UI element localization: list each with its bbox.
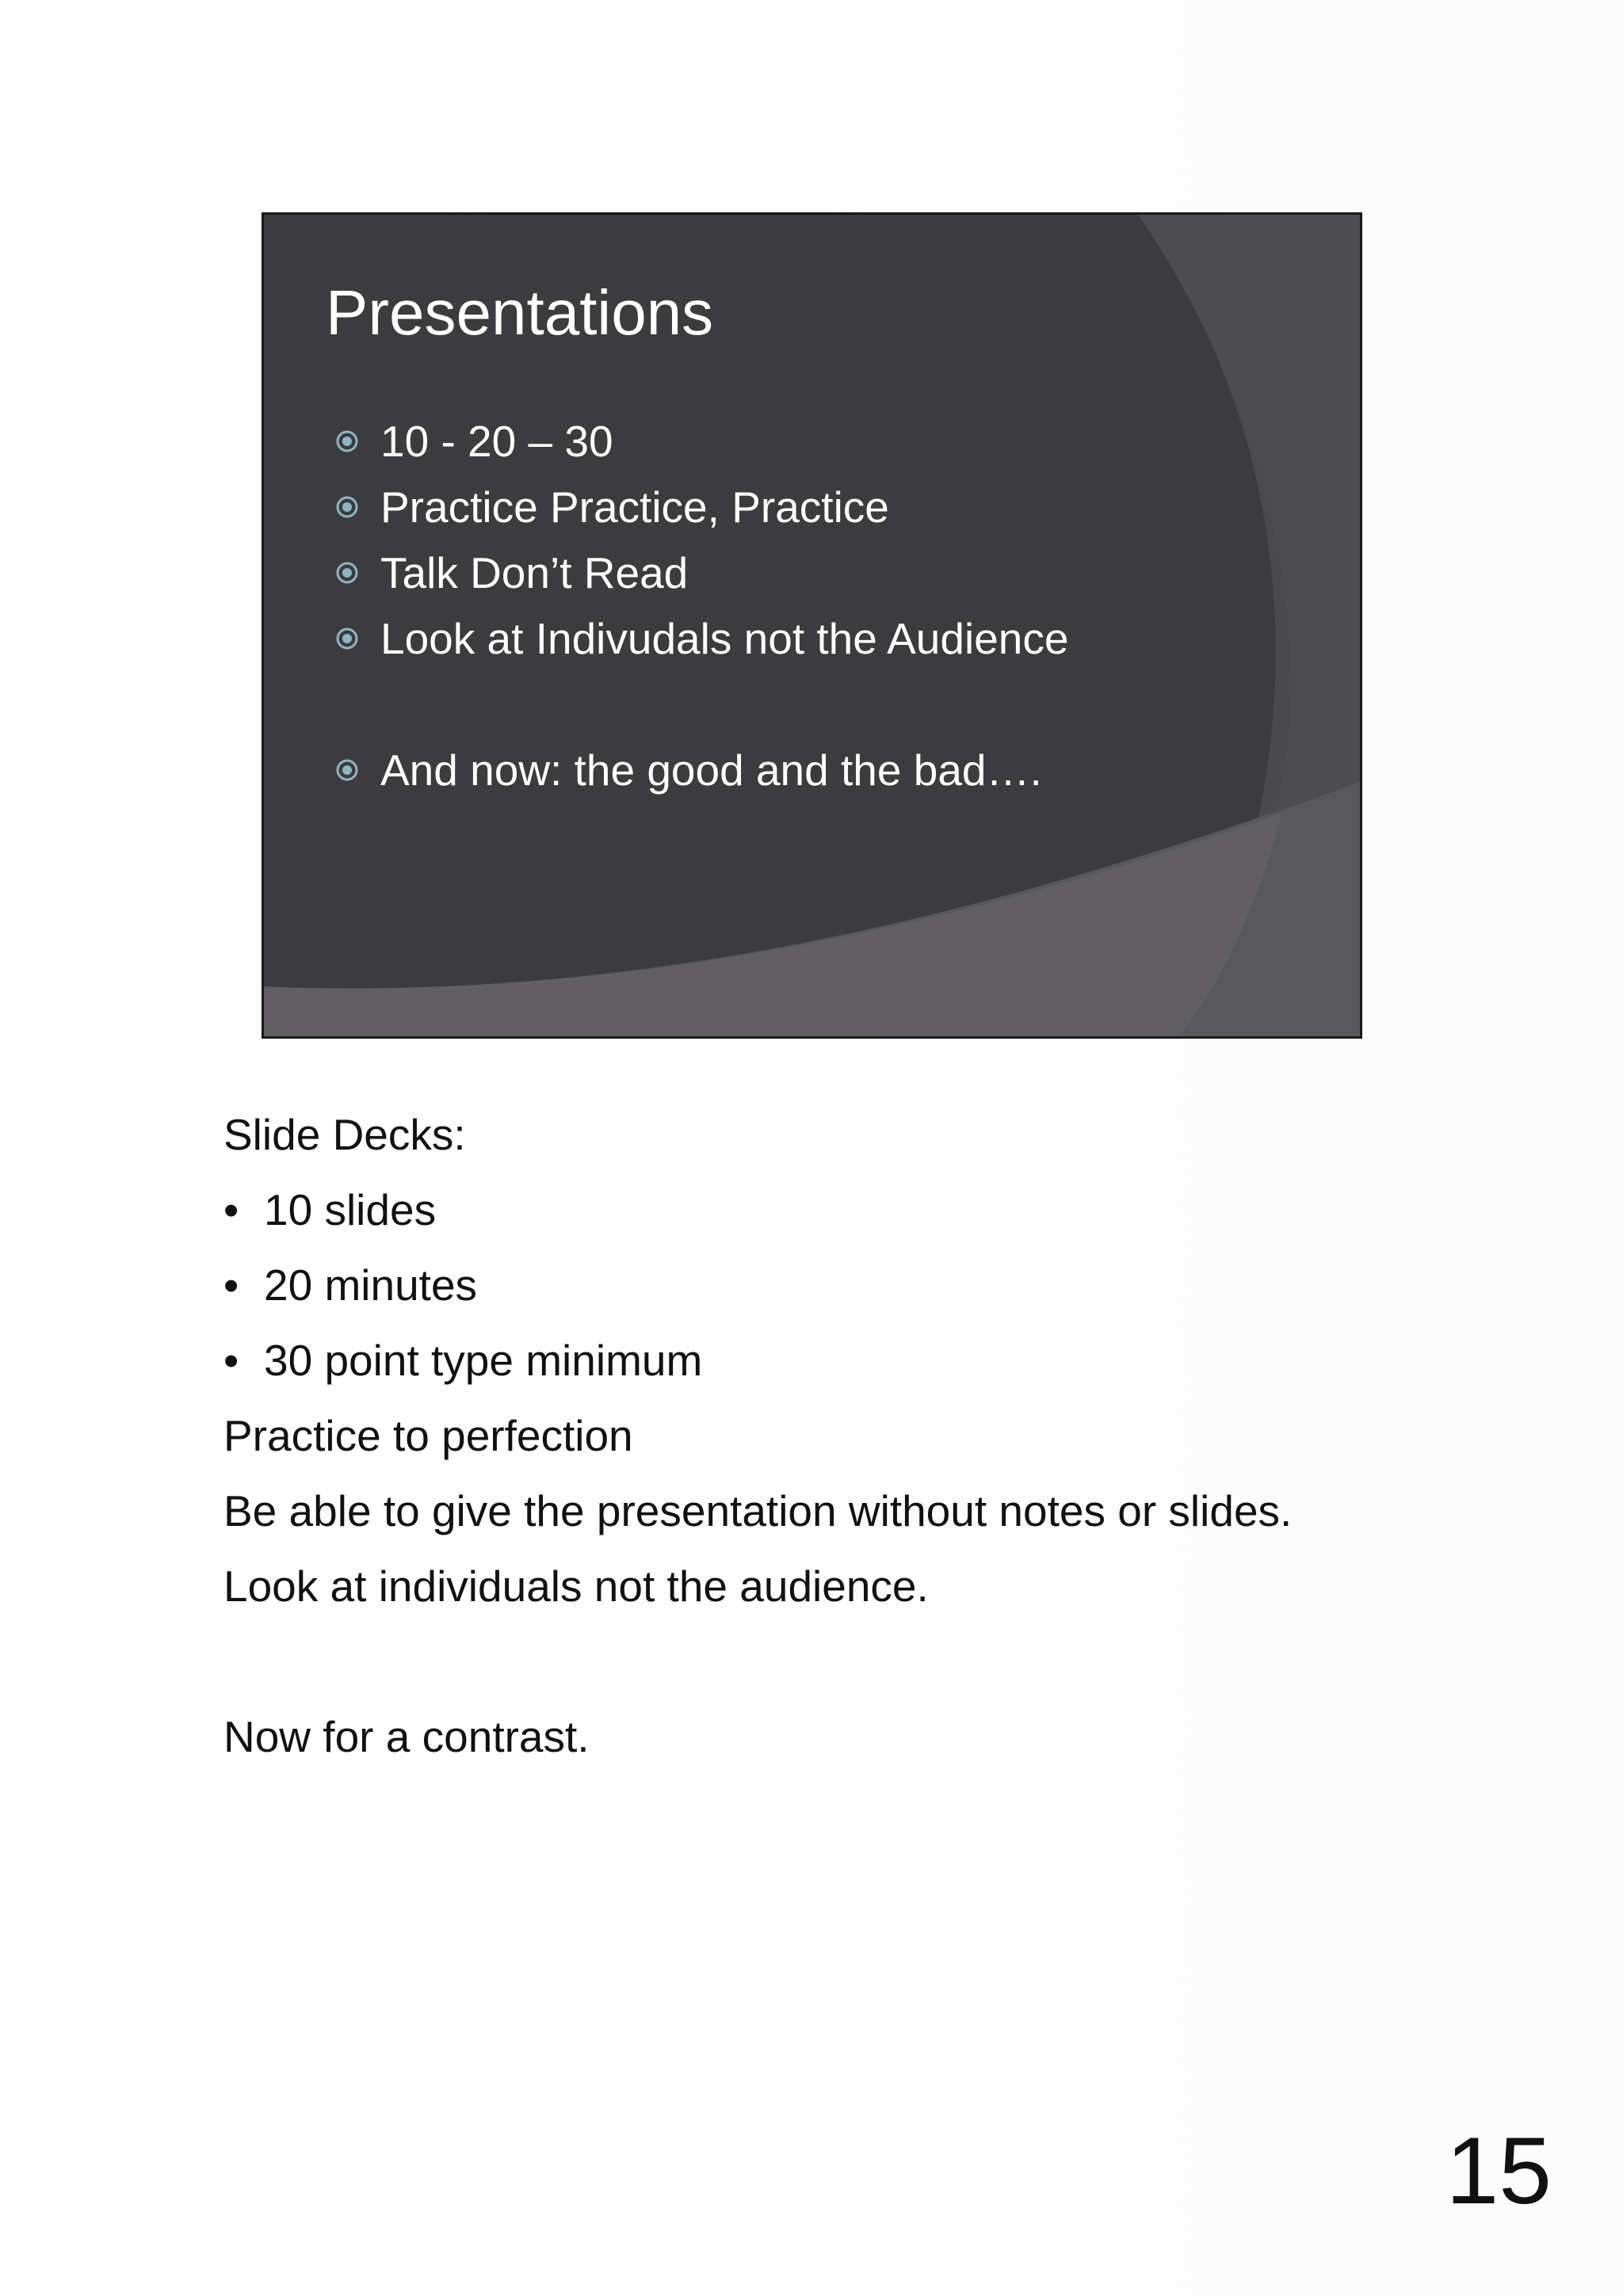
slide-thumbnail bbox=[262, 212, 1362, 1039]
notes-bullet-text: 30 point type minimum bbox=[264, 1336, 703, 1385]
bullet-dot-icon: • bbox=[223, 1336, 239, 1385]
slide-bullet-text: Talk Don’t Read bbox=[380, 548, 689, 597]
slide-bullet-text: Look at Indivudals not the Audience bbox=[380, 614, 1069, 663]
slide-bullet-list bbox=[335, 409, 1068, 803]
notes-line: Look at individuals not the audience. bbox=[223, 1562, 929, 1611]
notes-bullet-text: 10 slides bbox=[264, 1185, 437, 1234]
bullet-dot-icon: • bbox=[223, 1185, 239, 1234]
notes-heading: Slide Decks: bbox=[223, 1110, 466, 1159]
slide-bullet-item bbox=[335, 409, 1068, 475]
notes-line: Practice to perfection bbox=[223, 1411, 633, 1460]
notes-bullet-item bbox=[223, 1173, 1292, 1248]
notes-closing: Now for a contrast. bbox=[223, 1712, 590, 1761]
circle-bullet-icon bbox=[335, 429, 359, 453]
slide-title: Presentations bbox=[326, 277, 714, 348]
slide-bullet-item bbox=[335, 738, 1068, 803]
circle-bullet-icon bbox=[335, 561, 359, 585]
slide-bullet-item bbox=[335, 540, 1068, 606]
page-number: 15 bbox=[1445, 2118, 1552, 2224]
slide-bullet-text: Practice Practice, Practice bbox=[380, 482, 889, 532]
notes-bullet-text: 20 minutes bbox=[264, 1261, 478, 1310]
slide-bullet-text: And now: the good and the bad…. bbox=[380, 746, 1042, 795]
slide-bullet-text: 10 - 20 – 30 bbox=[380, 417, 613, 466]
circle-bullet-icon bbox=[335, 627, 359, 650]
speaker-notes bbox=[223, 1097, 1292, 1775]
slide-bullet-item bbox=[335, 606, 1068, 672]
circle-bullet-icon bbox=[335, 495, 359, 519]
circle-bullet-icon bbox=[335, 758, 359, 782]
notes-bullet-item bbox=[223, 1323, 1292, 1398]
notes-spacer bbox=[223, 1624, 1292, 1699]
slide-bullet-item bbox=[335, 475, 1068, 540]
notes-line: Be able to give the presentation without notes or slides. bbox=[223, 1486, 1293, 1535]
bullet-dot-icon: • bbox=[223, 1261, 239, 1310]
notes-bullet-item bbox=[223, 1248, 1292, 1323]
